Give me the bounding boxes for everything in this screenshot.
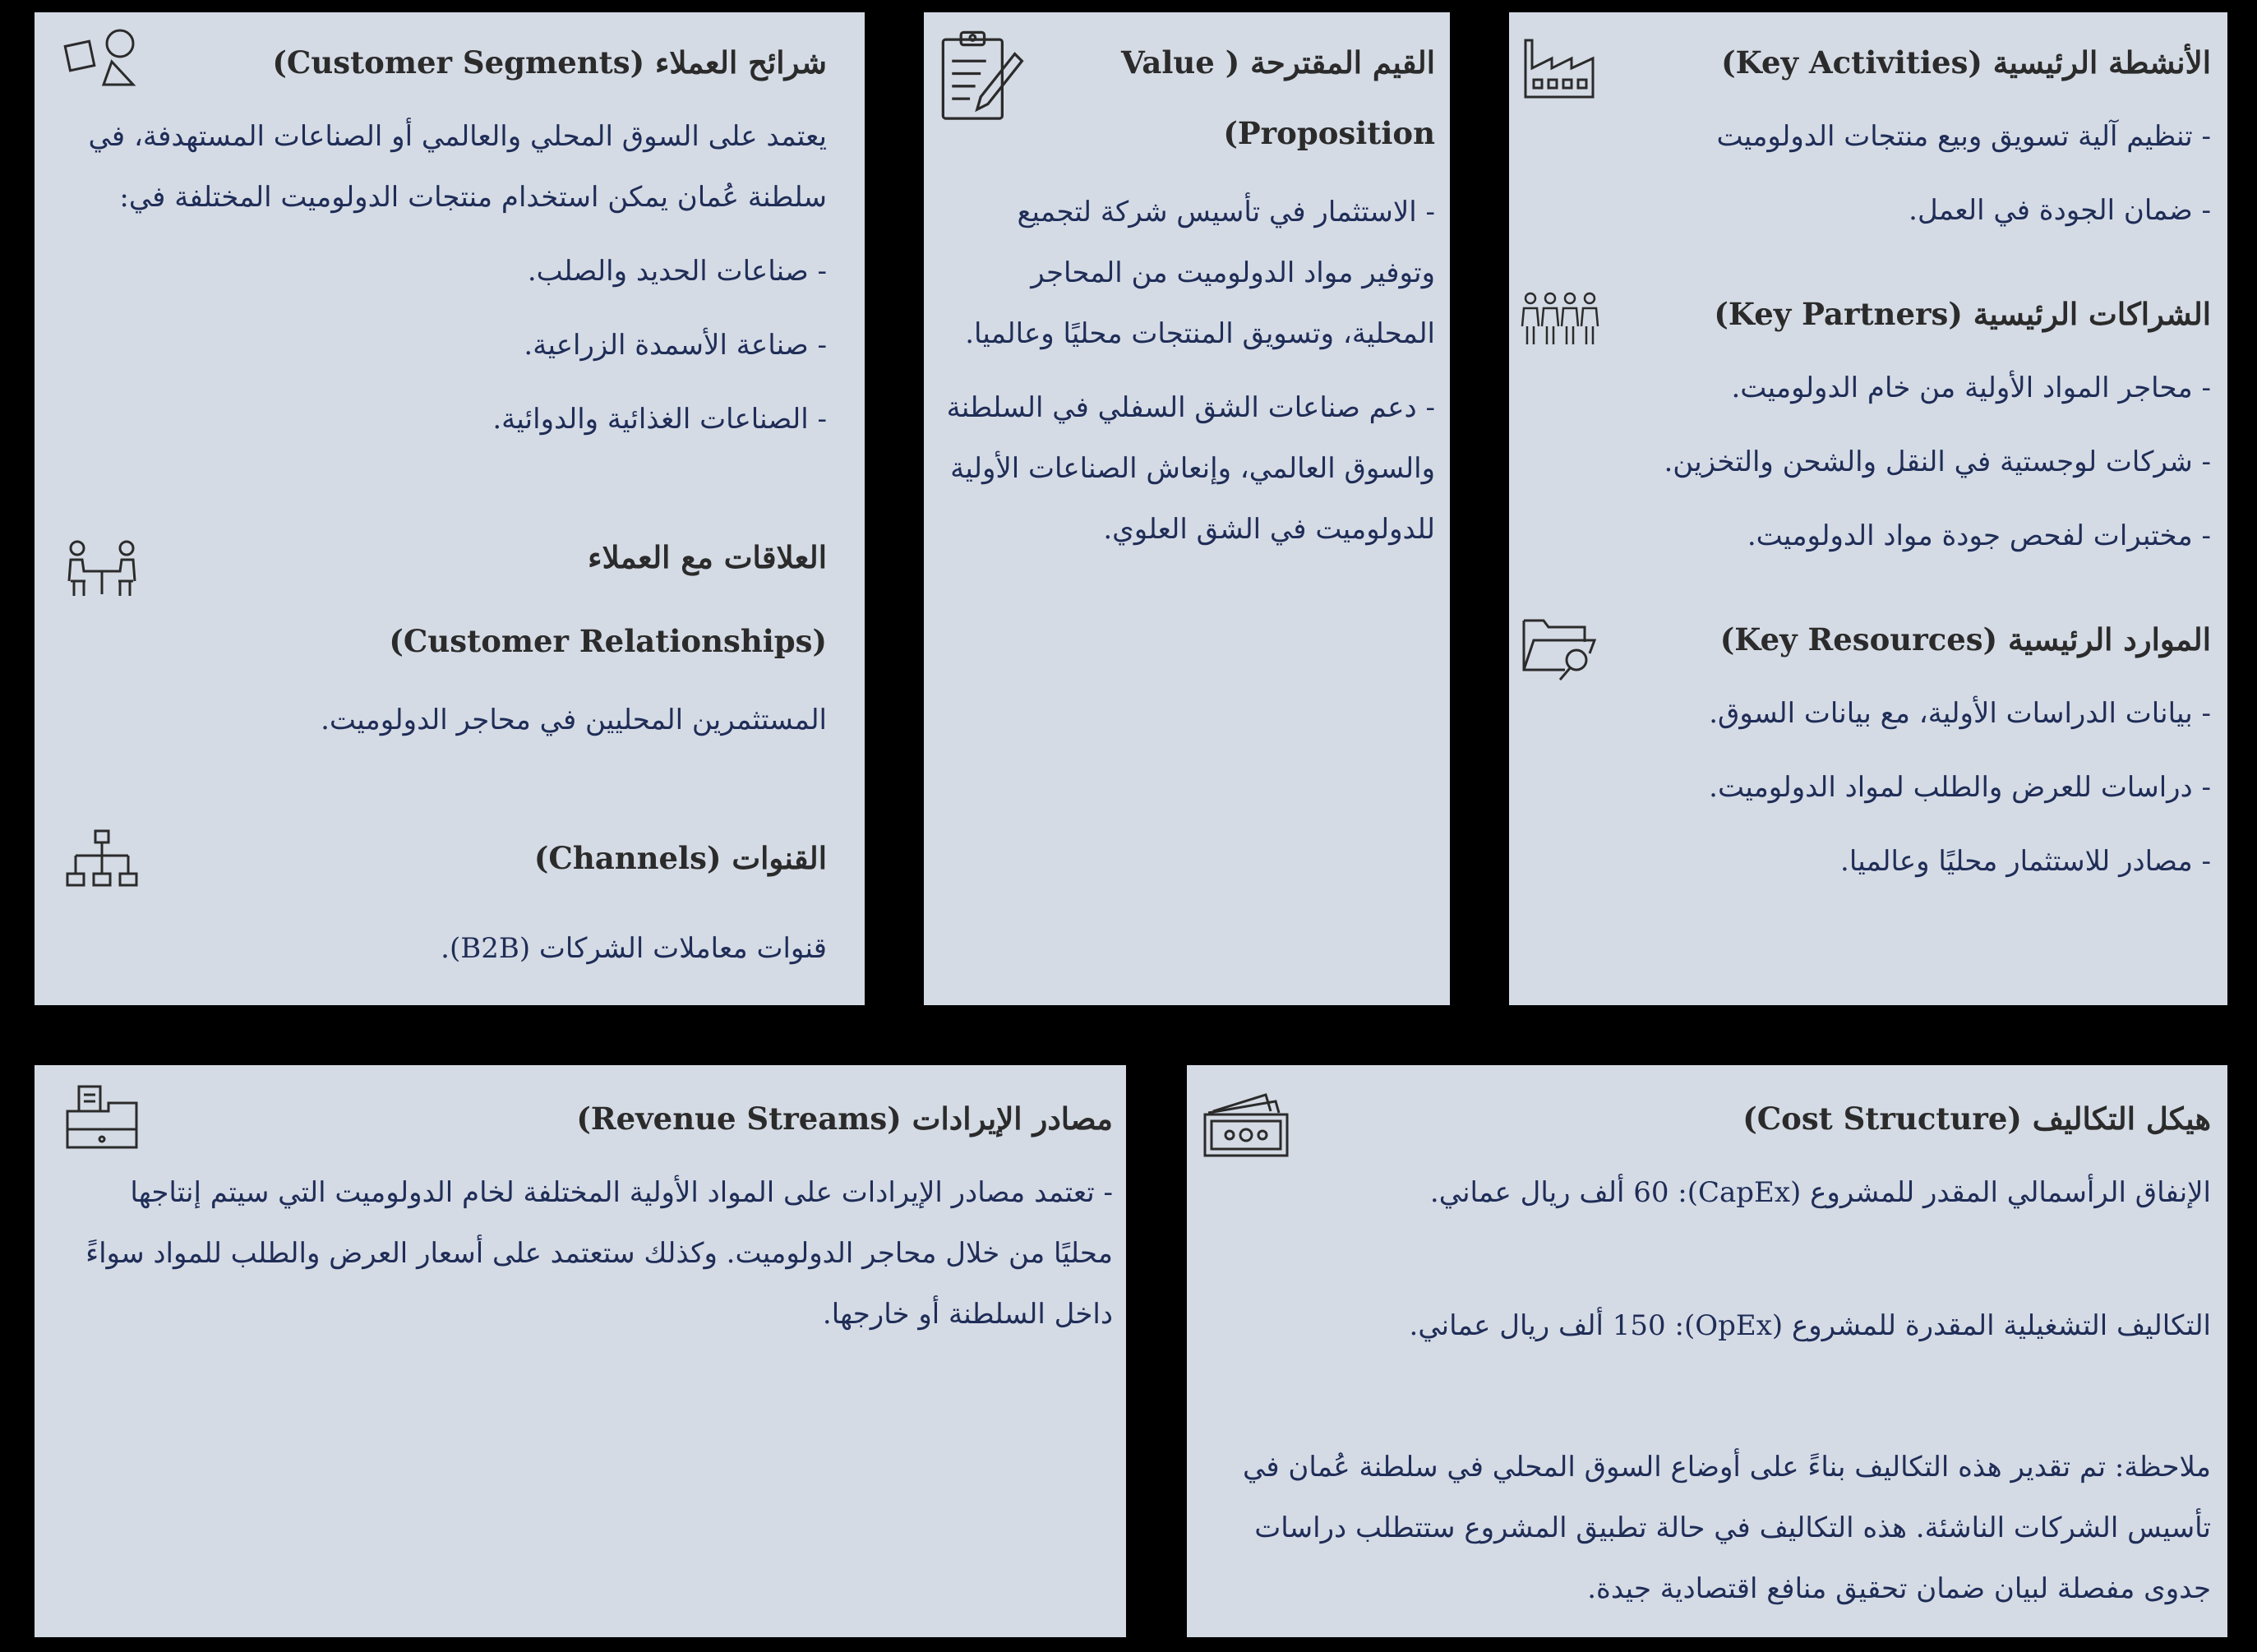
key-activities-panel xyxy=(1509,12,2227,1005)
key-activity-item: - ضمان الجودة في العمل. xyxy=(1909,194,2211,227)
value-proposition-panel xyxy=(924,12,1450,1005)
org-chart-icon xyxy=(61,823,143,905)
key-resource-item: - مصادر للاستثمار محليًا وعالميا. xyxy=(1840,845,2211,878)
cost-structure-panel xyxy=(1187,1065,2227,1637)
key-resources-section xyxy=(1525,604,2211,892)
key-partners-section xyxy=(1525,279,2211,566)
key-partner-item: - شركات لوجستية في النقل والشحن والتخزين. xyxy=(1664,445,2211,478)
customer-segment-item: - صناعة الأسمدة الزراعية. xyxy=(524,329,827,362)
meeting-people-icon xyxy=(61,530,143,612)
revenue-streams-panel xyxy=(35,1065,1126,1637)
revenue-streams-body: - تعتمد مصادر الإيرادات على المواد الأولية المختلفة لخام الدولوميت التي سيتم إنتاجها محليًا من خلال محاجر الدولوميت. وكذلك ستعتمد على أسعار العرض والطلب للمواد سواءً داخل السلطنة أو خارجها. xyxy=(85,1176,1113,1331)
value-proposition-item: - الاستثمار في تأسيس شركة لتجميع وتوفير مواد الدولوميت من المحاجر المحلية، وتسويق المنتجات محليًا وعالميا. xyxy=(965,196,1435,350)
customer-relationships-title: العلاقات مع العملاء xyxy=(588,539,827,575)
customer-segment-item: - صناعات الحديد والصلب. xyxy=(527,255,827,288)
clipboard-pen-icon xyxy=(934,29,1024,127)
cash-register-icon xyxy=(61,1083,143,1165)
shapes-icon xyxy=(61,27,143,109)
revenue-streams-title: مصادر الإيرادات (Revenue Streams) xyxy=(576,1101,1113,1137)
value-proposition-subtitle: Proposition) xyxy=(1223,115,1435,151)
cost-capex: الإنفاق الرأسمالي المقدر للمشروع (CapEx): 60 ألف ريال عماني. xyxy=(1429,1176,2211,1209)
value-proposition-title: القيم المقترحة ( Value xyxy=(1121,44,1435,81)
customer-segments-section xyxy=(67,27,827,450)
key-activities-section xyxy=(1525,27,2211,241)
customer-relationships-body: المستثمرين المحليين في محاجر الدولوميت. xyxy=(321,704,827,736)
customer-segments-title: شرائح العملاء (Customer Segments) xyxy=(272,44,827,81)
key-resources-title: الموارد الرئيسية (Key Resources) xyxy=(1719,621,2211,658)
key-partners-title: الشراكات الرئيسية (Key Partners) xyxy=(1714,296,2211,332)
customer-segment-item: - الصناعات الغذائية والدوائية. xyxy=(492,403,827,436)
customer-segments-intro: يعتمد على السوق المحلي والعالمي أو الصناعات المستهدفة، في سلطنة عُمان يمكن استخدام منتجات الدولوميت المختلفة في: xyxy=(88,120,827,214)
channels-section xyxy=(67,823,827,979)
cost-structure-title: هيكل التكاليف (Cost Structure) xyxy=(1742,1101,2211,1137)
key-resource-item: - بيانات الدراسات الأولية، مع بيانات السوق. xyxy=(1709,697,2211,730)
folder-search-icon xyxy=(1519,604,1601,686)
group-people-icon xyxy=(1519,279,1601,361)
customer-panel xyxy=(35,12,865,1005)
customer-relationships-subtitle: (Customer Relationships) xyxy=(389,623,827,659)
value-proposition-item: - دعم صناعات الشق السفلي في السلطنة والسوق العالمي، وإنعاش الصناعات الأولية للدولوميت في الشق العلوي. xyxy=(946,391,1435,546)
key-activity-item: - تنظيم آلية تسويق وبيع منتجات الدولوميت xyxy=(1716,120,2211,153)
money-bills-icon xyxy=(1197,1083,1295,1165)
key-activities-title: الأنشطة الرئيسية (Key Activities) xyxy=(1721,44,2211,81)
cost-opex: التكاليف التشغيلية المقدرة للمشروع (OpEx): 150 ألف ريال عماني. xyxy=(1409,1309,2211,1342)
channels-body: قنوات معاملات الشركات (B2B). xyxy=(441,932,827,965)
customer-relationships-section xyxy=(67,522,827,750)
factory-icon xyxy=(1519,27,1601,109)
channels-title: القنوات (Channels) xyxy=(533,840,827,876)
key-resource-item: - دراسات للعرض والطلب لمواد الدولوميت. xyxy=(1709,771,2211,804)
key-partner-item: - محاجر المواد الأولية من خام الدولوميت. xyxy=(1731,371,2211,404)
cost-note: ملاحظة: تم تقدير هذه التكاليف بناءً على أوضاع السوق المحلي في سلطنة عُمان في تأسيس الشركات الناشئة. هذه التكاليف في حالة تطبيق المشروع ستتطلب دراسات جدوى مفصلة لبيان ضمان تحقيق منافع اقتصادية جيدة. xyxy=(1242,1451,2211,1605)
key-partner-item: - مختبرات لفحص جودة مواد الدولوميت. xyxy=(1747,519,2211,552)
